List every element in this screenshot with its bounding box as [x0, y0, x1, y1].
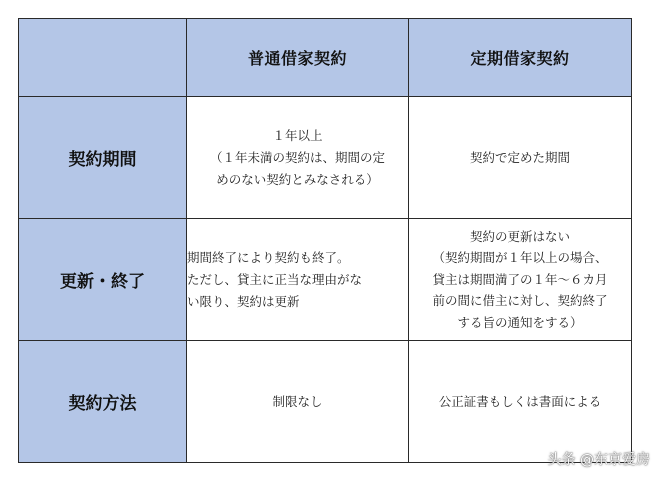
cell-text-line: ただし、貸主に正当な理由がな: [187, 271, 363, 287]
watermark: 头条 @东京爱房: [547, 452, 650, 468]
row-header-contract-period: 契約期間: [19, 97, 187, 219]
row-header-contract-method: 契約方法: [19, 341, 187, 463]
cell-text-line: （１年未満の契約は、期間の定: [209, 149, 385, 165]
cell-contract-period-normal: [187, 97, 409, 219]
cell-text-line: 契約の更新はない: [469, 228, 570, 244]
cell-text-line: めのない契約とみなされる）: [216, 171, 379, 187]
cell-text-line: 貸主は期間満了の１年～６カ月: [432, 271, 608, 287]
cell-text-line: （契約期間が１年以上の場合、: [432, 250, 608, 266]
cell-contract-method-fixed: [409, 341, 632, 463]
column-header-normal-lease: 普通借家契約: [187, 19, 409, 97]
cell-text-line: 制限なし: [272, 393, 323, 409]
table-row: [19, 97, 632, 219]
cell-renewal-fixed: [409, 219, 632, 341]
cell-text-line: １年以上: [272, 127, 323, 143]
column-header-fixed-term-lease: 定期借家契約: [409, 19, 632, 97]
cell-text-line: 公正証書もしくは書面による: [438, 393, 602, 409]
cell-text-line: する旨の通知をする）: [457, 314, 583, 330]
lease-comparison-table: [18, 18, 632, 463]
cell-contract-period-fixed: [409, 97, 632, 219]
cell-renewal-normal: [187, 219, 409, 341]
cell-text-line: い限り、契約は更新: [187, 293, 300, 309]
cell-text-line: 前の間に借主に対し、契約終了: [432, 293, 608, 309]
row-header-renewal-termination: 更新・終了: [19, 219, 187, 341]
table-row: [19, 219, 632, 341]
cell-text-line: 期間終了により契約も終了。: [187, 249, 350, 265]
corner-cell: [19, 19, 187, 97]
table-header-row: [19, 19, 632, 97]
cell-text-line: 契約で定めた期間: [469, 149, 570, 165]
cell-contract-method-normal: [187, 341, 409, 463]
table-row: [19, 341, 632, 463]
